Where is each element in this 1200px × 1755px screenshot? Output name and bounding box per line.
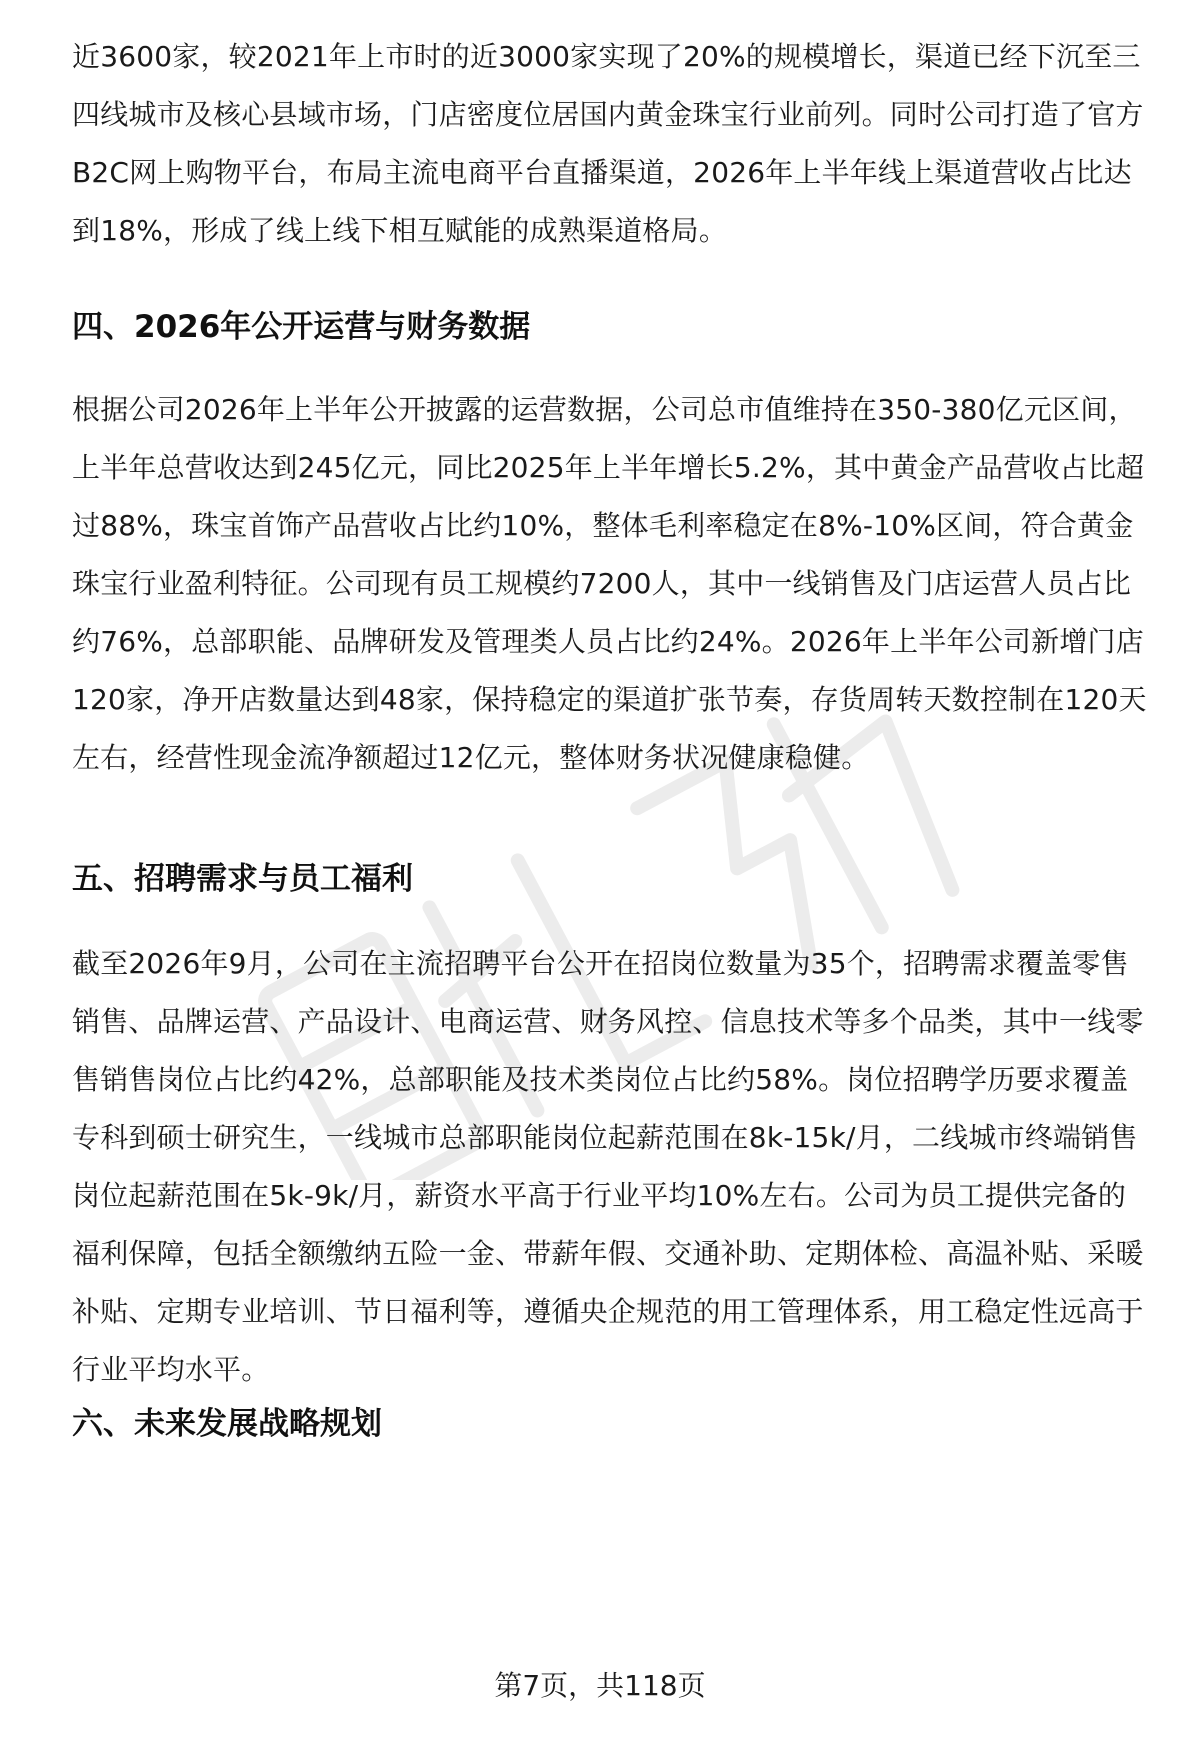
section-heading-4: 四、2026年公开运营与财务数据	[72, 309, 531, 345]
paragraph-operations-finance: 根据公司2026年上半年公开披露的运营数据，公司总市值维持在350-380亿元区间，上半年总营收达到245亿元，同比2025年上半年增长5.2%，其中黄金产品营收占比超过88%，珠宝首饰产品营收占比约10%，整体毛利率稳定在8%-10%区间，符合黄金珠宝行业盈利特征。公司现有员工规模约7200人，其中一线销售及门店运营人员占比约76%，总部职能、品牌研发及管理类人员占比约24%。2026年上半年公司新增门店120家，净开店数量达到48家，保持稳定的渠道扩张节奏，存货周转天数控制在120天左右，经营性现金流净额超过12亿元，整体财务状况健康稳健。	[72, 393, 1147, 774]
paragraph-channels: 近3600家，较2021年上市时的近3000家实现了20%的规模增长，渠道已经下沉至三四线城市及核心县域市场，门店密度位居国内黄金珠宝行业前列。同时公司打造了官方B2C网上购物平台，布局主流电商平台直播渠道，2026年上半年线上渠道营收占比达到18%，形成了线上线下相互赋能的成熟渠道格局。	[72, 40, 1144, 247]
page-number-footer: 第7页，共118页	[494, 1669, 706, 1702]
paragraph-recruitment-benefits: 截至2026年9月，公司在主流招聘平台公开在招岗位数量为35个，招聘需求覆盖零售销售、品牌运营、产品设计、电商运营、财务风控、信息技术等多个品类，其中一线零售销售岗位占比约42%，总部职能及技术类岗位占比约58%。岗位招聘学历要求覆盖专科到硕士研究生，一线城市总部职能岗位起薪范围在8k-15k/月，二线城市终端销售岗位起薪范围在5k-9k/月，薪资水平高于行业平均10%左右。公司为员工提供完备的福利保障，包括全额缴纳五险一金、带薪年假、交通补助、定期体检、高温补贴、采暖补贴、定期专业培训、节日福利等，遵循央企规范的用工管理体系，用工稳定性远高于行业平均水平。	[72, 947, 1144, 1386]
section-heading-6: 六、未来发展战略规划	[72, 1406, 382, 1442]
section-heading-5: 五、招聘需求与员工福利	[72, 861, 413, 897]
